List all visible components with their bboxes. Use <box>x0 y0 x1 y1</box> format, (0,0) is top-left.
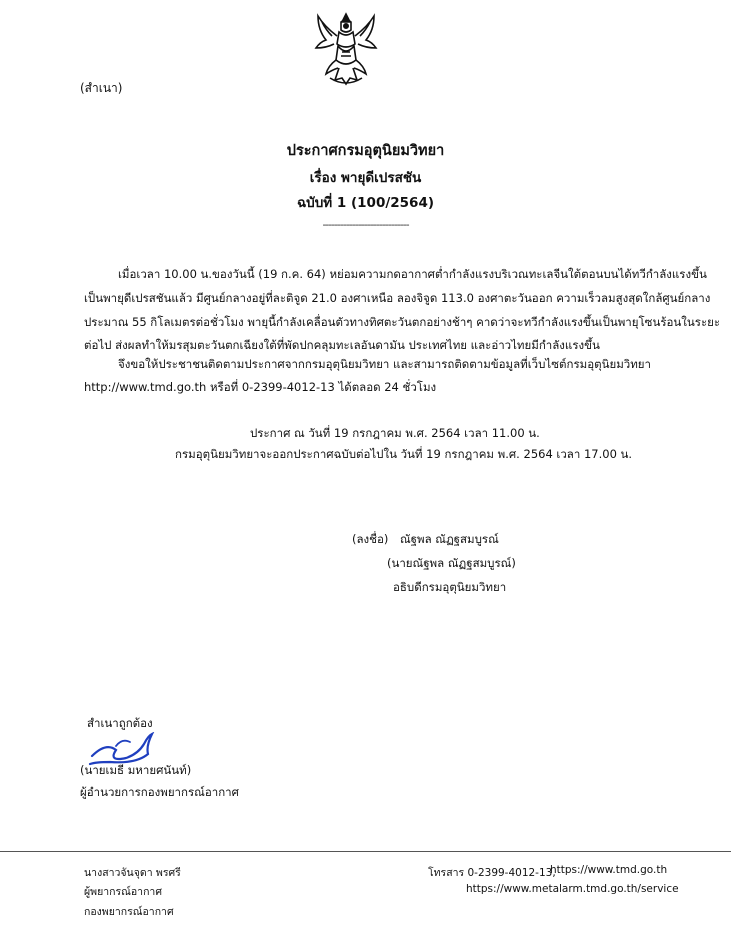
handwritten-signature <box>86 732 160 766</box>
copy-label: (สำเนา) <box>80 81 123 95</box>
body-line: ประมาณ 55 กิโลเมตรต่อชั่วโมง พายุนี้กำลังเคลื่อนตัวทางทิศตะวันตกอย่างช้าๆ คาดว่าจะทวีกำลังแรงขึ้นเป็นพายุโซนร้อนในระยะ <box>84 315 721 329</box>
body-line: เมื่อเวลา 10.00 น.ของวันนี้ (19 ก.ค. 64) หย่อมความกดอากาศต่ำกำลังแรงบริเวณทะเลจีนใต้ตอนบนได้ทวีกำลังแรงขึ้น <box>118 267 707 281</box>
next-issue: กรมอุตุนิยมวิทยาจะออกประกาศฉบับต่อไปใน วันที่ 19 กรกฎาคม พ.ศ. 2564 เวลา 17.00 น. <box>175 447 633 461</box>
body-line: ต่อไป ส่งผลทำให้มรสุมตะวันตกเฉียงใต้ที่พัดปกคลุมทะเลอันดามัน ประเทศไทย และอ่าวไทยมีกำลังแรงขึ้น <box>84 338 600 352</box>
website-line: http://www.tmd.go.th หรือที่ 0-2399-4012-13 ได้ตลอด 24 ชั่วโมง <box>84 380 437 394</box>
announcement-subject: เรื่อง พายุดีเปรสชัน <box>309 170 422 186</box>
footer-author-division: กองพยากรณ์อากาศ <box>84 906 174 918</box>
announced-at: ประกาศ ณ วันที่ 19 กรกฎาคม พ.ศ. 2564 เวลา 11.00 น. <box>250 426 540 440</box>
body-line: จึงขอให้ประชาชนติดตามประกาศจากกรมอุตุนิยมวิทยา และสามารถติดตามข้อมูลที่เว็บไซต์กรมอุตุนิยมวิทยา <box>118 357 652 371</box>
footer-author-name: นางสาวจันจุดา พรศรี <box>84 867 181 879</box>
body-line: เป็นพายุดีเปรสชันแล้ว มีศูนย์กลางอยู่ที่ละติจูด 21.0 องศาเหนือ ลองจิจูด 113.0 องศาตะวันออก ความเร็วลมสูงสุดใกล้ศูนย์กลาง <box>84 291 711 305</box>
director-position: อธิบดีกรมอุตุนิยมวิทยา <box>393 580 507 594</box>
certify-position: ผู้อำนวยการกองพยากรณ์อากาศ <box>80 785 239 799</box>
title-separator: ----------------------------- <box>322 218 409 231</box>
footer-divider <box>0 851 731 852</box>
director-full-name: (นายณัฐพล ณัฏฐสมบูรณ์) <box>387 556 516 570</box>
footer-author-title: ผู้พยากรณ์อากาศ <box>84 886 162 898</box>
garuda-emblem-icon <box>312 12 380 88</box>
footer-fax: โทรสาร 0-2399-4012-13, <box>428 867 556 879</box>
certify-label: สำเนาถูกต้อง <box>87 716 153 730</box>
footer-service-link[interactable]: https://www.metalarm.tmd.go.th/service <box>466 883 679 895</box>
certify-name: (นายเมธี มหายศนันท์) <box>80 763 192 777</box>
director-signed-name: ณัฐพล ณัฏฐสมบูรณ์ <box>400 532 499 546</box>
signed-label: (ลงชื่อ) <box>352 532 389 546</box>
announcement-title: ประกาศกรมอุตุนิยมวิทยา <box>286 143 445 159</box>
announcement-issue: ฉบับที่ 1 (100/2564) <box>296 195 435 211</box>
footer-website-link[interactable]: https://www.tmd.go.th <box>550 864 668 876</box>
